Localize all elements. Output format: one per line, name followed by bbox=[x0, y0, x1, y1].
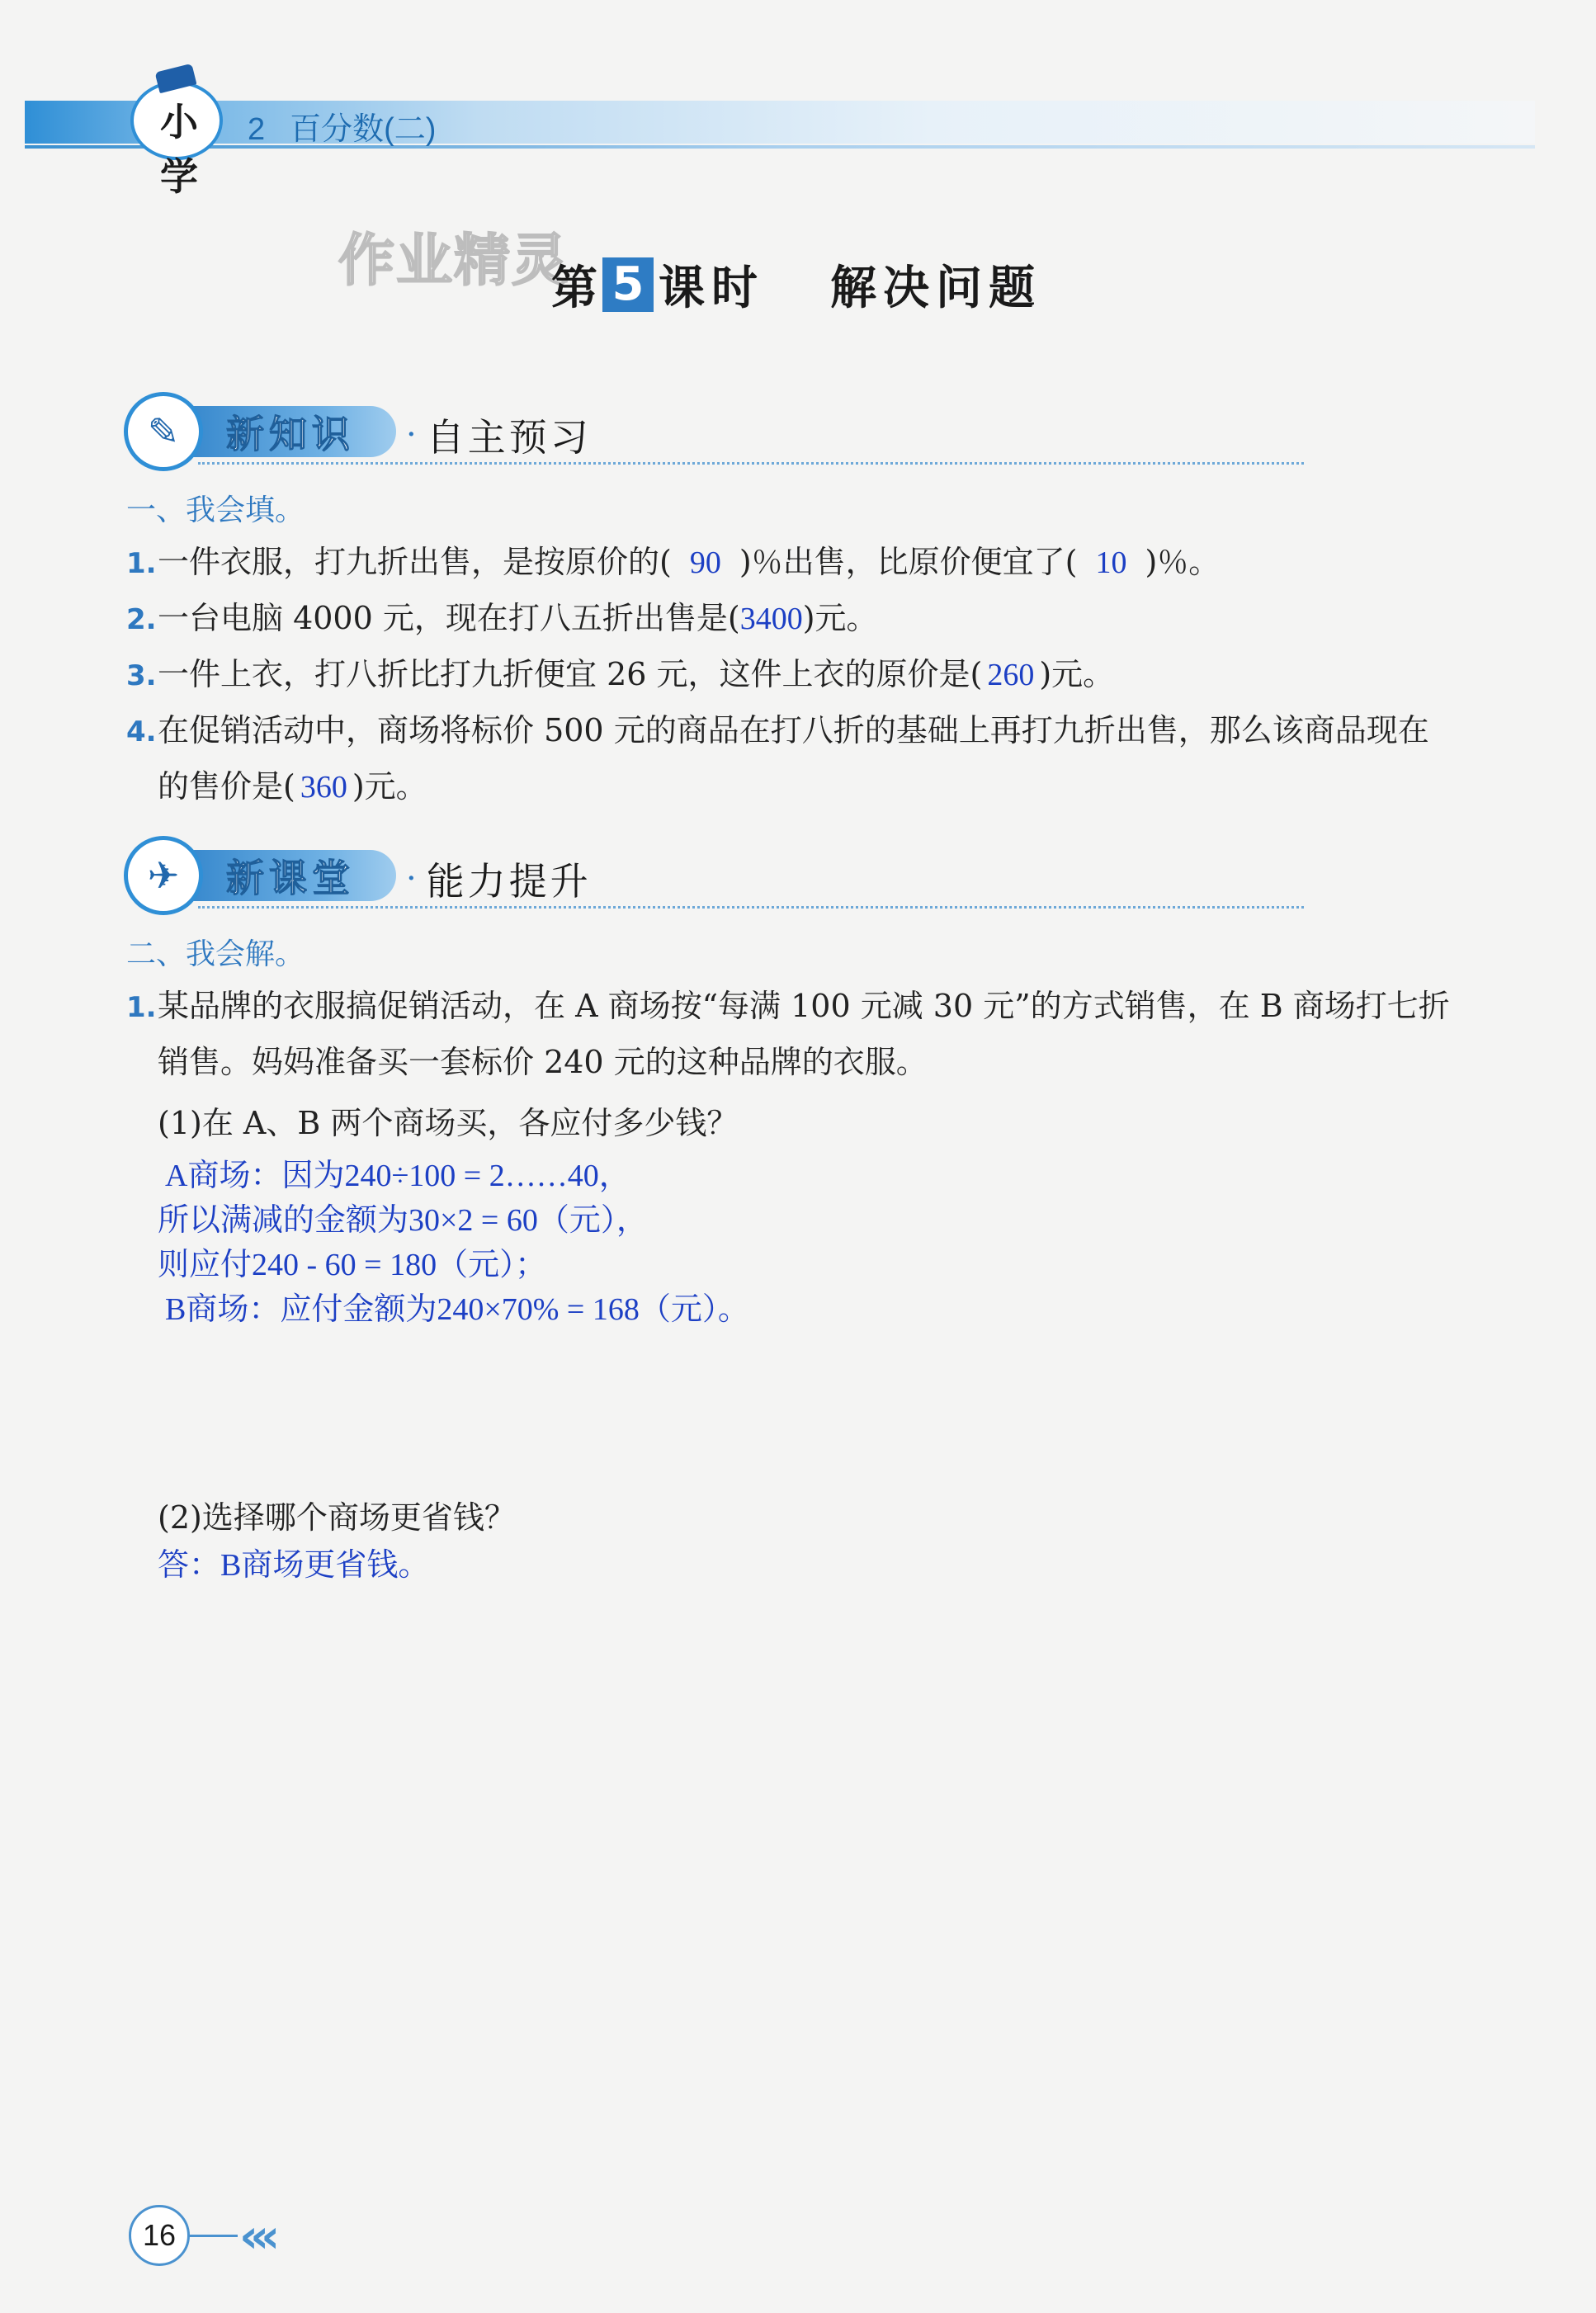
solve-question-1: 1.某品牌的衣服搞促销活动，在 A 商场按“每满 100 元减 30 元”的方式销售，在 B 商场打七折 bbox=[126, 988, 1450, 1024]
work-line-1: A商场：因为240÷100 = 2……40， bbox=[165, 1159, 630, 1193]
fill-question-3: 3.一件上衣，打八折比打九折便宜 26 元，这件上衣的原价是( 260 )元。 bbox=[126, 656, 1115, 692]
work-line-3: 则应付240 - 60 = 180（元）； bbox=[158, 1248, 547, 1282]
section2-sub: 能力提升 bbox=[426, 859, 592, 904]
sub-question-1: (1)在 A、B 两个商场买，各应付多少钱？ bbox=[158, 1105, 739, 1141]
watermark: 作业精灵 bbox=[338, 229, 570, 294]
fill-question-1: 1.一件衣服，打九折出售，是按原价的( 90 )％出售，比原价便宜了( 10 )％。 bbox=[126, 544, 1221, 580]
lesson-name: 解决问题 bbox=[830, 261, 1041, 315]
section2-heading: 二、我会解。 bbox=[126, 937, 305, 971]
unit-name: 百分数(二) bbox=[290, 112, 437, 147]
work-line-4: B商场：应付金额为240×70% = 168（元）。 bbox=[165, 1292, 749, 1327]
solve-question-1-cont: 销售。妈妈准备买一套标价 240 元的这种品牌的衣服。 bbox=[158, 1044, 928, 1080]
section1-dot: · bbox=[406, 416, 417, 454]
final-answer: 答：B商场更省钱。 bbox=[158, 1548, 430, 1583]
pencil-note-icon: ✎ bbox=[124, 392, 203, 471]
lesson-number: 5 bbox=[602, 257, 654, 312]
section2-rule bbox=[198, 906, 1304, 909]
page-line bbox=[188, 2235, 238, 2237]
section1-sub: 自主预习 bbox=[426, 415, 592, 460]
section1-rule bbox=[198, 462, 1304, 465]
satellite-dish-icon: ✈ bbox=[124, 836, 203, 915]
lesson-suffix: 课时 bbox=[659, 261, 764, 315]
page-number: 16 bbox=[129, 2205, 190, 2266]
answer-4: 360 bbox=[300, 770, 347, 805]
lesson-prefix: 第 bbox=[551, 261, 597, 315]
section2-sub-wrap bbox=[396, 852, 592, 906]
chevron-left-icon: ‹‹‹ bbox=[239, 2210, 272, 2263]
logo-text: 小学 bbox=[160, 100, 198, 199]
lesson-title bbox=[551, 252, 1041, 318]
fill-question-2: 2.一台电脑 4000 元，现在打八五折出售是(3400)元。 bbox=[126, 600, 878, 636]
unit-title bbox=[248, 103, 436, 149]
answer-2: 3400 bbox=[739, 602, 803, 636]
section1-sub-wrap bbox=[396, 408, 592, 462]
fill-question-4: 4.在促销活动中，商场将标价 500 元的商品在打八折的基础上再打九折出售，那么该商品现在 bbox=[126, 712, 1429, 748]
section2-dot: · bbox=[406, 860, 417, 898]
section2-main: 新课堂 bbox=[226, 856, 355, 900]
fill-question-4-cont: 的售价是( 360 )元。 bbox=[158, 768, 427, 805]
answer-1a: 90 bbox=[689, 545, 721, 580]
work-line-2: 所以满减的金额为30×2 = 60（元）， bbox=[158, 1203, 648, 1238]
sub-question-2: (2)选择哪个商场更省钱？ bbox=[158, 1499, 516, 1536]
section1-main: 新知识 bbox=[226, 412, 355, 456]
section1-heading: 一、我会填。 bbox=[126, 493, 305, 527]
answer-3: 260 bbox=[987, 658, 1035, 692]
answer-1b: 10 bbox=[1095, 545, 1127, 580]
unit-number: 2 bbox=[248, 112, 266, 147]
